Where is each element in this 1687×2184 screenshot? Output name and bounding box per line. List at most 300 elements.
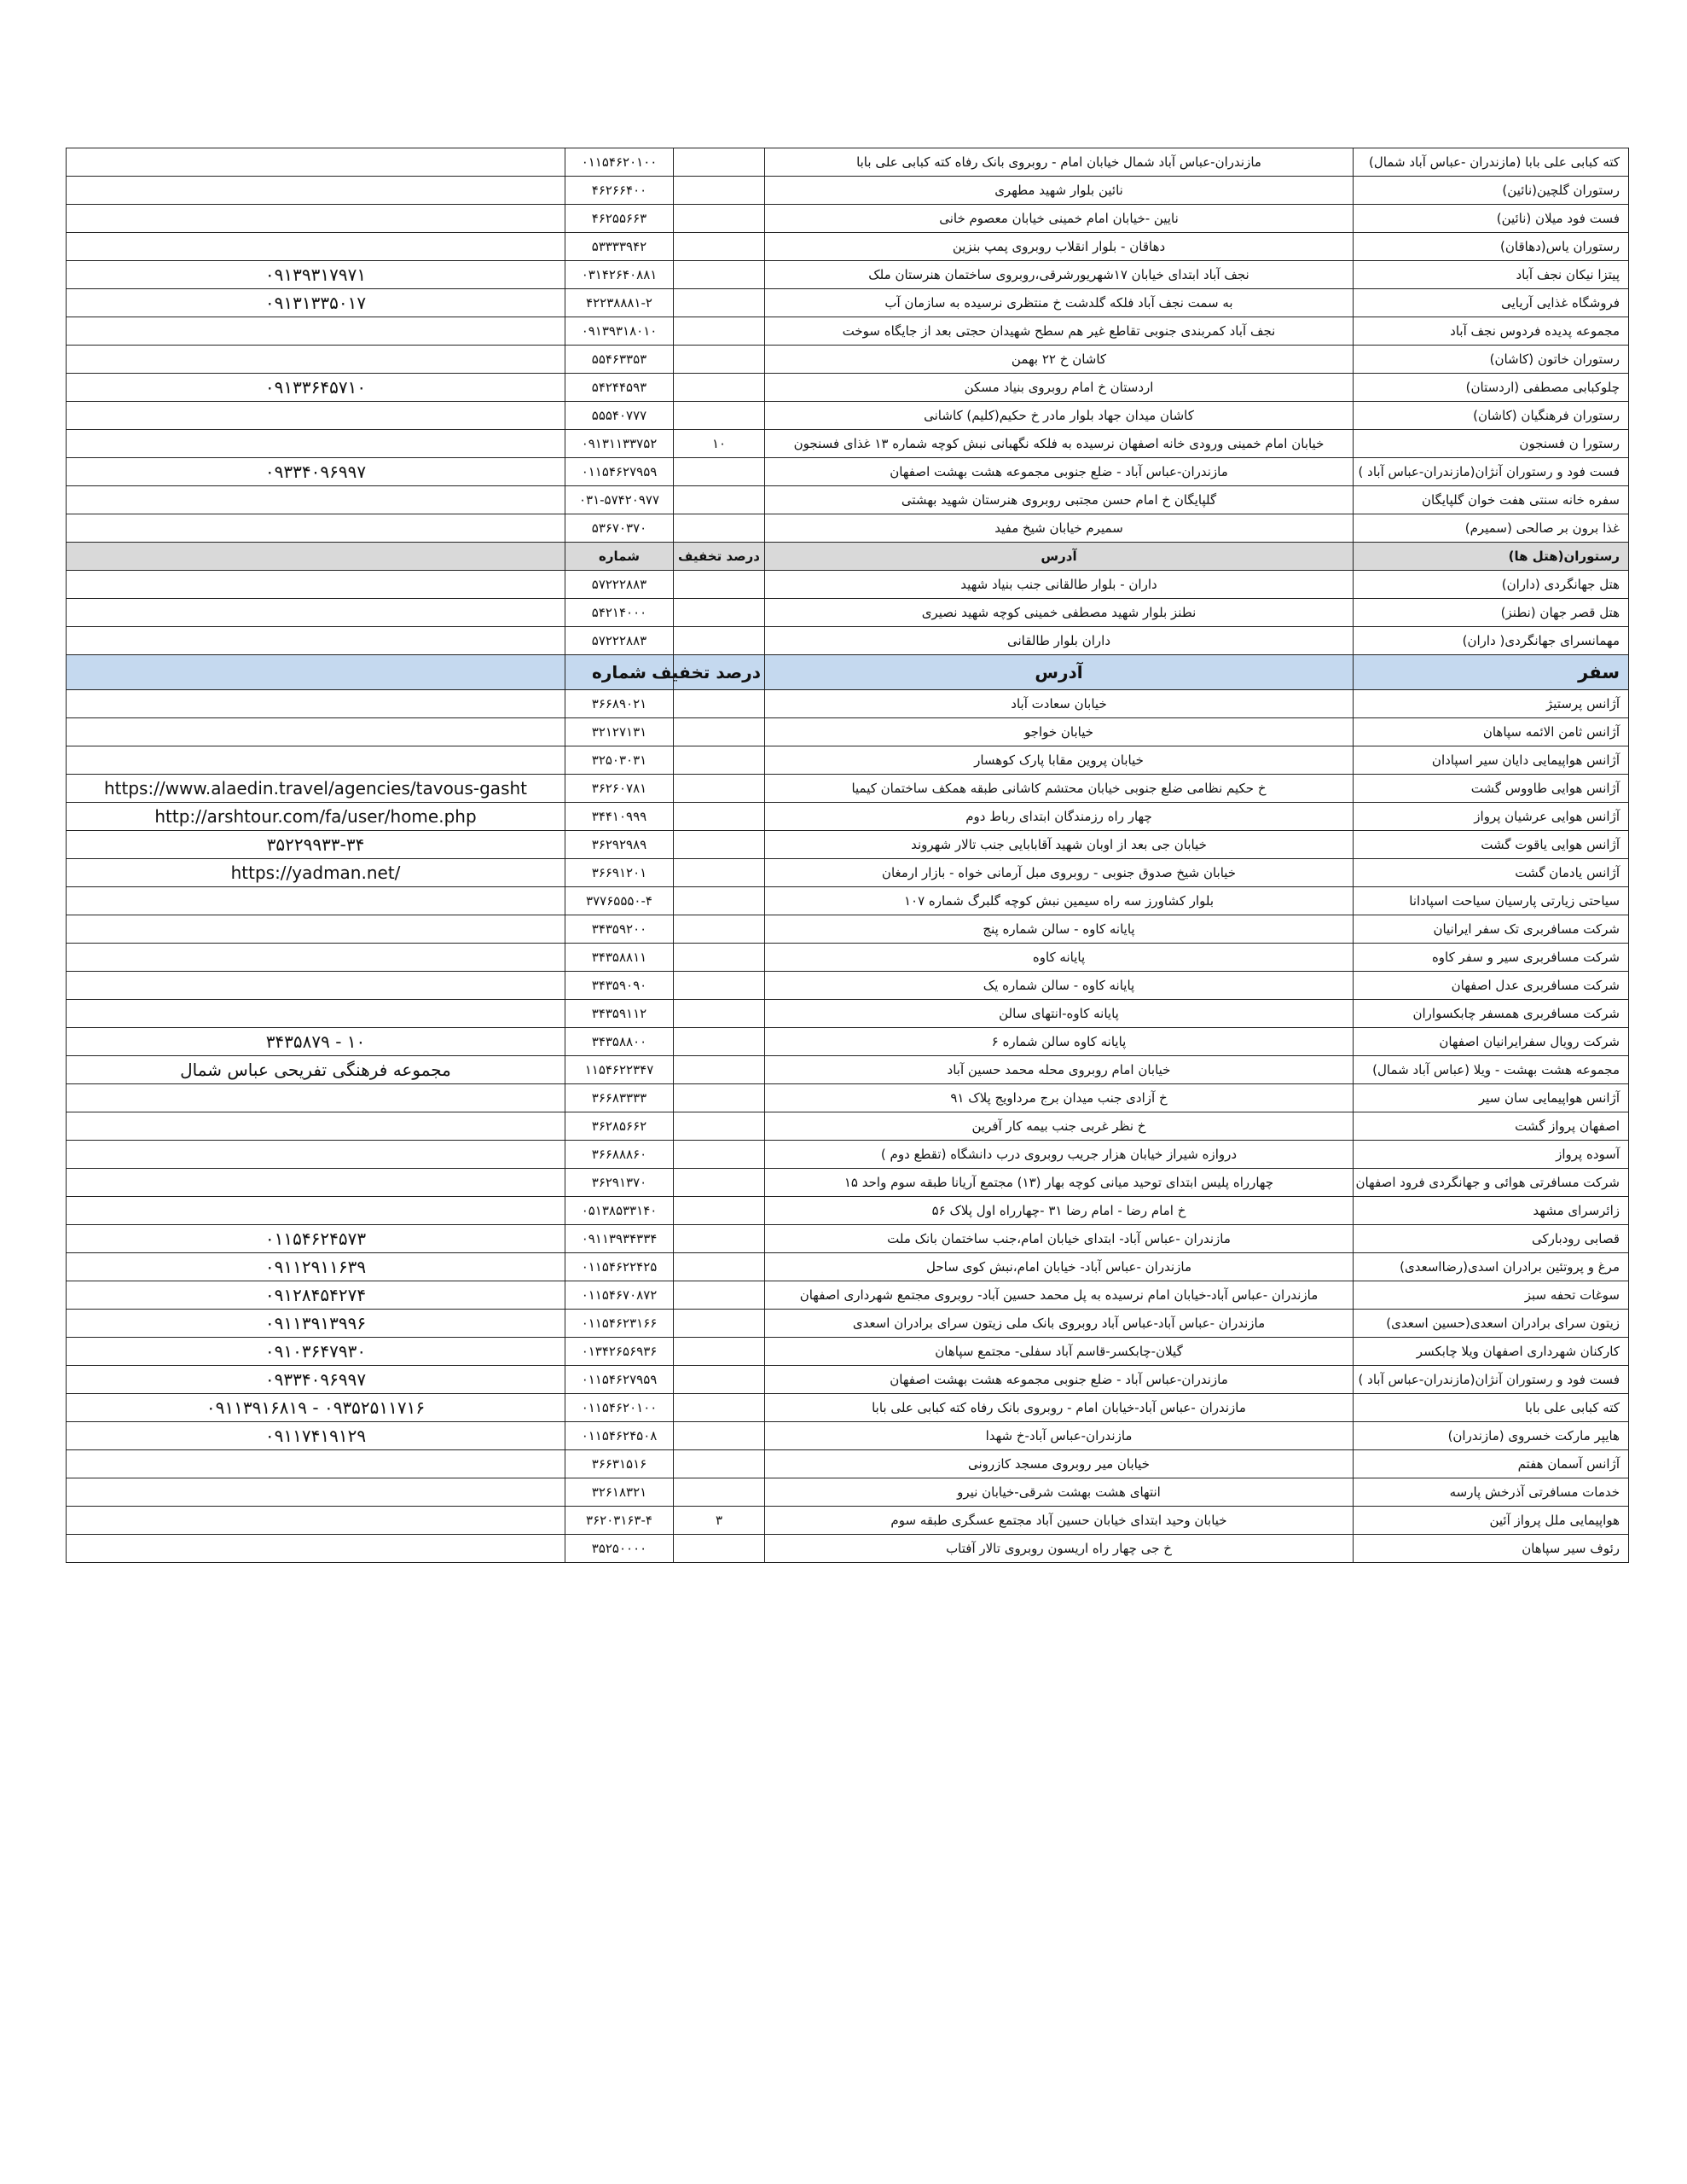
cell-discount: ۳ <box>674 1507 765 1535</box>
cell-address: بلوار کشاورز سه راه سیمین نبش کوچه گلبرگ شماره ۱۰۷ <box>765 887 1354 915</box>
cell-extra: https://www.alaedin.travel/agencies/tavous-gasht <box>67 775 565 803</box>
cell-extra <box>67 514 565 543</box>
cell-address: مازندران-عباس آباد شمال خیابان امام - روبروی بانک رفاه کته کبابی علی بابا <box>765 148 1354 177</box>
directory-table <box>66 148 1629 1563</box>
table-row <box>67 571 1629 599</box>
cell-phone: ۳۴۳۵۸۸۰۰ <box>565 1028 674 1056</box>
table-row <box>67 972 1629 1000</box>
cell-name: مجموعه پدیده فردوس نجف آباد <box>1354 317 1629 346</box>
cell-phone: ۱۱۵۴۶۲۲۳۴۷ <box>565 1056 674 1084</box>
cell-name: مرغ و پروتئین برادران اسدی(رضااسعدی) <box>1354 1253 1629 1281</box>
cell-phone: شماره <box>565 655 674 690</box>
table-row <box>67 887 1629 915</box>
table-row <box>67 233 1629 261</box>
cell-discount <box>674 1028 765 1056</box>
cell-address: نایین -خیابان امام خمینی خیابان معصوم خانی <box>765 205 1354 233</box>
table-body <box>67 148 1629 1563</box>
table-row <box>67 402 1629 430</box>
cell-phone: ۵۵۴۶۳۳۵۳ <box>565 346 674 374</box>
cell-name: آژانس یادمان گشت <box>1354 859 1629 887</box>
table-row <box>67 1056 1629 1084</box>
table-row <box>67 1000 1629 1028</box>
table-row <box>67 775 1629 803</box>
cell-address: داران - بلوار طالقانی جنب بنیاد شهید <box>765 571 1354 599</box>
cell-extra: ۰۹۱۲۸۴۵۴۲۷۴ <box>67 1281 565 1310</box>
cell-extra: ۳۴۳۵۸۷۹ - ۱۰ <box>67 1028 565 1056</box>
cell-extra: ۰۹۱۱۷۴۱۹۱۲۹ <box>67 1422 565 1450</box>
cell-phone: ۰۱۱۵۴۶۲۳۱۶۶ <box>565 1310 674 1338</box>
cell-address: مازندران -عباس آباد-خیابان امام نرسیده به پل محمد حسین آباد- روبروی مجتمع شهرداری اصفهان <box>765 1281 1354 1310</box>
cell-address: مازندران -عباس آباد-عباس آباد روبروی بانک ملی زیتون سرای برادران اسعدی <box>765 1310 1354 1338</box>
cell-address: خ نظر غربی جنب بیمه کار آفرین <box>765 1112 1354 1141</box>
cell-phone: ۰۱۱۵۴۶۲۴۵۰۸ <box>565 1422 674 1450</box>
cell-name: زیتون سرای برادران اسعدی(حسین اسعدی) <box>1354 1310 1629 1338</box>
table-row <box>67 1450 1629 1478</box>
cell-phone: ۰۳۱۴۲۶۴۰۸۸۱ <box>565 261 674 289</box>
cell-phone: ۳۶۲۸۵۶۶۲ <box>565 1112 674 1141</box>
cell-address: مازندران -عباس آباد- خیابان امام،نبش کوی ساحل <box>765 1253 1354 1281</box>
cell-discount <box>674 599 765 627</box>
cell-name: قصابی رودبارکی <box>1354 1225 1629 1253</box>
cell-phone: ۰۱۱۵۴۶۲۰۱۰۰ <box>565 1394 674 1422</box>
cell-extra: ۰۹۱۱۳۹۱۶۸۱۹ - ۰۹۳۵۲۵۱۱۷۱۶ <box>67 1394 565 1422</box>
section-header-travel <box>67 655 1629 690</box>
cell-discount <box>674 1281 765 1310</box>
cell-discount <box>674 1225 765 1253</box>
cell-phone: ۳۴۴۱۰۹۹۹ <box>565 803 674 831</box>
cell-discount <box>674 486 765 514</box>
cell-address: نجف آباد کمربندی جنوبی تقاطع غیر هم سطح شهیدان حجتی بعد از جایگاه سوخت <box>765 317 1354 346</box>
cell-name: آژانس ثامن الائمه سپاهان <box>1354 718 1629 746</box>
cell-name: شرکت مسافربری عدل اصفهان <box>1354 972 1629 1000</box>
cell-extra: ۳۵۲۲۹۹۳۳-۳۴ <box>67 831 565 859</box>
cell-phone: ۵۴۲۴۴۵۹۳ <box>565 374 674 402</box>
cell-discount <box>674 1366 765 1394</box>
cell-address: خیابان خواجو <box>765 718 1354 746</box>
table-row <box>67 261 1629 289</box>
cell-extra: مجموعه فرهنگی تفریحی عباس شمال <box>67 1056 565 1084</box>
table-row <box>67 430 1629 458</box>
table-row <box>67 627 1629 655</box>
table-row <box>67 317 1629 346</box>
cell-discount <box>674 402 765 430</box>
cell-extra <box>67 690 565 718</box>
cell-name: آژانس هواپیمایی دایان سیر اسپادان <box>1354 746 1629 775</box>
cell-address: چهار راه رزمندگان ابتدای رباط دوم <box>765 803 1354 831</box>
cell-phone: ۳۶۲۹۱۳۷۰ <box>565 1169 674 1197</box>
cell-extra <box>67 915 565 944</box>
cell-address: دروازه شیراز خیابان هزار جریب روبروی درب دانشگاه (تقطع دوم ) <box>765 1141 1354 1169</box>
cell-address: چهارراه پلیس ابتدای توحید میانی کوچه بهار (۱۳) مجتمع آریانا طبقه سوم واحد ۱۵ <box>765 1169 1354 1197</box>
cell-address: خیابان شیخ صدوق جنوبی - روبروی مبل آرمانی خواه - بازار ارمغان <box>765 859 1354 887</box>
cell-extra <box>67 1507 565 1535</box>
cell-address: خ آزادی جنب میدان برج مرداویج پلاک ۹۱ <box>765 1084 1354 1112</box>
cell-extra: ۰۹۱۳۱۳۳۵۰۱۷ <box>67 289 565 317</box>
cell-phone: ۳۷۷۶۵۵۵۰-۴ <box>565 887 674 915</box>
cell-name: هایپر مارکت خسروی (مازندران) <box>1354 1422 1629 1450</box>
cell-discount <box>674 775 765 803</box>
cell-phone: ۰۵۱۳۸۵۳۳۱۴۰ <box>565 1197 674 1225</box>
cell-extra <box>67 746 565 775</box>
cell-extra: ۰۱۱۵۴۶۲۴۵۷۳ <box>67 1225 565 1253</box>
table-row <box>67 915 1629 944</box>
cell-phone: ۰۱۱۵۴۶۲۰۱۰۰ <box>565 148 674 177</box>
cell-address: آدرس <box>765 655 1354 690</box>
cell-name: هواپیمایی ملل پرواز آئین <box>1354 1507 1629 1535</box>
cell-name: فروشگاه غذایی آریایی <box>1354 289 1629 317</box>
cell-name: فست فود و رستوران آنژان(مازندران-عباس آباد ) <box>1354 458 1629 486</box>
cell-name: مهمانسرای جهانگردی( داران) <box>1354 627 1629 655</box>
cell-discount <box>674 718 765 746</box>
cell-name: فست فود میلان (نائین) <box>1354 205 1629 233</box>
cell-address: داران بلوار طالقانی <box>765 627 1354 655</box>
cell-name: رستورا ن فسنجون <box>1354 430 1629 458</box>
cell-extra <box>67 627 565 655</box>
table-row <box>67 1507 1629 1535</box>
table-row <box>67 803 1629 831</box>
cell-extra <box>67 1478 565 1507</box>
table-row <box>67 205 1629 233</box>
cell-discount <box>674 1450 765 1478</box>
cell-phone: ۳۲۵۰۳۰۳۱ <box>565 746 674 775</box>
cell-address: مازندران -عباس آباد-خیابان امام - روبروی بانک رفاه کته کبابی علی بابا <box>765 1394 1354 1422</box>
cell-address: خیابان سعادت آباد <box>765 690 1354 718</box>
cell-name: هتل جهانگردی (داران) <box>1354 571 1629 599</box>
cell-address: پایانه کاوه <box>765 944 1354 972</box>
cell-name: رئوف سیر سپاهان <box>1354 1535 1629 1563</box>
cell-discount <box>674 831 765 859</box>
table-row <box>67 374 1629 402</box>
cell-discount <box>674 374 765 402</box>
cell-address: پایانه کاوه سالن شماره ۶ <box>765 1028 1354 1056</box>
cell-extra <box>67 1197 565 1225</box>
cell-discount <box>674 261 765 289</box>
cell-discount <box>674 514 765 543</box>
cell-name: شرکت مسافرتی هوائی و جهانگردی فرود اصفهان <box>1354 1169 1629 1197</box>
cell-extra <box>67 655 565 690</box>
cell-discount <box>674 627 765 655</box>
cell-extra <box>67 205 565 233</box>
cell-phone: ۴۶۲۵۵۶۶۳ <box>565 205 674 233</box>
cell-discount <box>674 1056 765 1084</box>
cell-phone: ۰۱۳۴۲۶۵۶۹۳۶ <box>565 1338 674 1366</box>
cell-name: شرکت مسافربری همسفر چابکسواران <box>1354 1000 1629 1028</box>
table-row <box>67 690 1629 718</box>
cell-discount <box>674 1478 765 1507</box>
cell-extra <box>67 887 565 915</box>
cell-phone: ۳۶۶۸۹۰۲۱ <box>565 690 674 718</box>
cell-extra <box>67 1112 565 1141</box>
cell-discount <box>674 317 765 346</box>
cell-name: پیتزا نیکان نجف آباد <box>1354 261 1629 289</box>
cell-discount <box>674 458 765 486</box>
table-row <box>67 346 1629 374</box>
cell-phone: ۳۲۱۲۷۱۳۱ <box>565 718 674 746</box>
cell-name: رستوران گلچین(نائین) <box>1354 177 1629 205</box>
cell-phone: ۰۱۱۵۴۶۷۰۸۷۲ <box>565 1281 674 1310</box>
cell-address: خیابان امام روبروی محله محمد حسین آباد <box>765 1056 1354 1084</box>
cell-extra: https://yadman.net/ <box>67 859 565 887</box>
table-row <box>67 1253 1629 1281</box>
cell-phone: ۴۶۲۶۶۴۰۰ <box>565 177 674 205</box>
cell-discount <box>674 915 765 944</box>
cell-extra <box>67 944 565 972</box>
cell-phone: ۰۹۱۱۳۹۳۴۳۳۴ <box>565 1225 674 1253</box>
cell-phone: ۰۳۱-۵۷۴۲۰۹۷۷ <box>565 486 674 514</box>
table-row <box>67 599 1629 627</box>
cell-discount <box>674 1197 765 1225</box>
cell-discount <box>674 233 765 261</box>
cell-phone: ۳۴۳۵۹۰۹۰ <box>565 972 674 1000</box>
cell-address: خیابان میر روبروی مسجد کازرونی <box>765 1450 1354 1478</box>
cell-extra: ۰۹۱۳۹۳۱۷۹۷۱ <box>67 261 565 289</box>
cell-discount: ۱۰ <box>674 430 765 458</box>
cell-extra <box>67 346 565 374</box>
cell-name: شرکت رویال سفرایرانیان اصفهان <box>1354 1028 1629 1056</box>
cell-discount <box>674 1253 765 1281</box>
cell-phone: ۰۹۱۳۹۳۱۸۰۱۰ <box>565 317 674 346</box>
cell-address: اردستان خ امام روبروی بنیاد مسکن <box>765 374 1354 402</box>
cell-name: رستوران فرهنگیان (کاشان) <box>1354 402 1629 430</box>
cell-extra <box>67 1084 565 1112</box>
cell-phone: ۳۴۳۵۸۸۱۱ <box>565 944 674 972</box>
cell-extra: http://arshtour.com/fa/user/home.php <box>67 803 565 831</box>
cell-extra <box>67 1000 565 1028</box>
table-row <box>67 1197 1629 1225</box>
cell-discount <box>674 1141 765 1169</box>
table-row <box>67 1028 1629 1056</box>
cell-name: آژانس پرستیژ <box>1354 690 1629 718</box>
cell-discount <box>674 1535 765 1563</box>
table-row <box>67 177 1629 205</box>
cell-name: مجموعه هشت بهشت - ویلا (عباس آباد شمال) <box>1354 1056 1629 1084</box>
cell-phone: ۳۴۳۵۹۲۰۰ <box>565 915 674 944</box>
cell-discount <box>674 887 765 915</box>
cell-name: زائرسرای مشهد <box>1354 1197 1629 1225</box>
cell-address: آدرس <box>765 543 1354 571</box>
cell-extra <box>67 430 565 458</box>
cell-phone: ۳۶۲۹۲۹۸۹ <box>565 831 674 859</box>
cell-phone: ۳۵۲۵۰۰۰۰ <box>565 1535 674 1563</box>
cell-extra <box>67 972 565 1000</box>
cell-discount <box>674 1112 765 1141</box>
table-row <box>67 1084 1629 1112</box>
table-row <box>67 1225 1629 1253</box>
cell-address: پایانه کاوه-انتهای سالن <box>765 1000 1354 1028</box>
cell-phone: ۵۷۲۲۲۸۸۳ <box>565 571 674 599</box>
cell-address: نطنز بلوار شهید مصطفی خمینی کوچه شهید نصیری <box>765 599 1354 627</box>
table-row <box>67 1366 1629 1394</box>
cell-discount: درصد تخفیف <box>674 543 765 571</box>
table-row <box>67 831 1629 859</box>
cell-discount <box>674 1310 765 1338</box>
cell-address: کاشان میدان جهاد بلوار مادر خ حکیم(کلیم) کاشانی <box>765 402 1354 430</box>
cell-extra <box>67 599 565 627</box>
cell-name: آسوده پرواز <box>1354 1141 1629 1169</box>
cell-phone: ۳۶۶۹۱۲۰۱ <box>565 859 674 887</box>
cell-name: فست فود و رستوران آنژان(مازندران-عباس آباد ) <box>1354 1366 1629 1394</box>
cell-address: به سمت نجف آباد فلکه گلدشت خ منتظری نرسیده به سازمان آب <box>765 289 1354 317</box>
cell-name: هتل قصر جهان (نطنز) <box>1354 599 1629 627</box>
cell-extra: ۰۹۱۳۳۶۴۵۷۱۰ <box>67 374 565 402</box>
cell-address: کاشان خ ۲۲ بهمن <box>765 346 1354 374</box>
table-row <box>67 1169 1629 1197</box>
cell-address: دهاقان - بلوار انقلاب روبروی پمپ بنزین <box>765 233 1354 261</box>
cell-extra <box>67 486 565 514</box>
cell-address: مازندران-عباس آباد - ضلع جنوبی مجموعه هشت بهشت اصفهان <box>765 458 1354 486</box>
cell-extra <box>67 1450 565 1478</box>
cell-name: خدمات مسافرتی آذرخش پارسه <box>1354 1478 1629 1507</box>
cell-address: انتهای هشت بهشت شرقی-خیابان نیرو <box>765 1478 1354 1507</box>
cell-phone: ۰۱۱۵۴۶۲۷۹۵۹ <box>565 458 674 486</box>
cell-name: سفره خانه سنتی هفت خوان گلپایگان <box>1354 486 1629 514</box>
cell-name: سیاحتی زیارتی پارسیان سیاحت اسپادانا <box>1354 887 1629 915</box>
cell-phone: ۵۳۶۷۰۳۷۰ <box>565 514 674 543</box>
cell-address: نائین بلوار شهید مطهری <box>765 177 1354 205</box>
cell-discount <box>674 944 765 972</box>
cell-extra <box>67 402 565 430</box>
cell-address: خیابان جی بعد از اوبان شهید آقابابایی جنب تالار شهروند <box>765 831 1354 859</box>
cell-extra: ۰۹۱۱۳۹۱۳۹۹۶ <box>67 1310 565 1338</box>
cell-discount <box>674 289 765 317</box>
cell-phone: ۰۱۱۵۴۶۲۷۹۵۹ <box>565 1366 674 1394</box>
cell-address: مازندران-عباس آباد-خ شهدا <box>765 1422 1354 1450</box>
cell-address: مازندران-عباس آباد - ضلع جنوبی مجموعه هشت بهشت اصفهان <box>765 1366 1354 1394</box>
cell-discount <box>674 746 765 775</box>
cell-phone: ۳۶۶۸۳۳۳۳ <box>565 1084 674 1112</box>
table-row <box>67 148 1629 177</box>
cell-extra <box>67 1535 565 1563</box>
table-row <box>67 1394 1629 1422</box>
table-row <box>67 718 1629 746</box>
cell-name: اصفهان پرواز گشت <box>1354 1112 1629 1141</box>
cell-phone: ۵۵۵۴۰۷۷۷ <box>565 402 674 430</box>
cell-name: شرکت مسافربری سیر و سفر کاوه <box>1354 944 1629 972</box>
cell-name: آژانس هوایی طاووس گشت <box>1354 775 1629 803</box>
cell-extra: ۰۹۳۳۴۰۹۶۹۹۷ <box>67 458 565 486</box>
cell-name: سوغات تحفه سبز <box>1354 1281 1629 1310</box>
section-header-hotels <box>67 543 1629 571</box>
cell-name: کته کبابی علی بابا <box>1354 1394 1629 1422</box>
cell-extra <box>67 571 565 599</box>
listing-sheet <box>66 148 1628 1563</box>
cell-name: شرکت مسافربری تک سفر ایرانیان <box>1354 915 1629 944</box>
cell-name: رستوران(هتل ها) <box>1354 543 1629 571</box>
cell-extra <box>67 543 565 571</box>
table-row <box>67 1112 1629 1141</box>
cell-discount <box>674 690 765 718</box>
cell-address: پایانه کاوه - سالن شماره پنج <box>765 915 1354 944</box>
cell-discount <box>674 346 765 374</box>
cell-discount <box>674 177 765 205</box>
cell-phone: ۳۶۶۸۸۸۶۰ <box>565 1141 674 1169</box>
cell-phone: ۵۳۳۳۳۹۴۲ <box>565 233 674 261</box>
cell-address: نجف آباد ابتدای خیابان ۱۷شهریورشرقی،روبروی ساختمان هنرستان ملک <box>765 261 1354 289</box>
cell-discount <box>674 1422 765 1450</box>
cell-address: سمیرم خیابان شیخ مفید <box>765 514 1354 543</box>
cell-name: چلوکبابی مصطفی (اردستان) <box>1354 374 1629 402</box>
cell-name: کارکنان شهرداری اصفهان ویلا چابکسر <box>1354 1338 1629 1366</box>
cell-discount <box>674 803 765 831</box>
cell-extra: ۰۹۱۱۲۹۱۱۶۳۹ <box>67 1253 565 1281</box>
cell-address: گلپایگان خ امام حسن مجتبی روبروی هنرستان شهید بهشتی <box>765 486 1354 514</box>
cell-discount: درصد تخفیف <box>674 655 765 690</box>
cell-phone: ۴۲۲۳۸۸۸۱-۲ <box>565 289 674 317</box>
cell-address: مازندران -عباس آباد- ابتدای خیابان امام،جنب ساختمان بانک ملت <box>765 1225 1354 1253</box>
cell-phone: شماره <box>565 543 674 571</box>
cell-name: آژانس هوایی یاقوت گشت <box>1354 831 1629 859</box>
table-row <box>67 1141 1629 1169</box>
table-row <box>67 944 1629 972</box>
table-row <box>67 486 1629 514</box>
cell-discount <box>674 205 765 233</box>
cell-address: گیلان-چابکسر-قاسم آباد سفلی- مجتمع سپاهان <box>765 1338 1354 1366</box>
cell-name: رستوران یاس(دهاقان) <box>1354 233 1629 261</box>
cell-phone: ۰۹۱۳۱۱۳۳۷۵۲ <box>565 430 674 458</box>
cell-phone: ۵۴۲۱۴۰۰۰ <box>565 599 674 627</box>
cell-discount <box>674 1338 765 1366</box>
cell-discount <box>674 1169 765 1197</box>
cell-extra <box>67 718 565 746</box>
table-row <box>67 859 1629 887</box>
cell-address: خیابان امام خمینی ورودی خانه اصفهان نرسیده به فلکه نگهبانی نبش کوچه شماره ۱۳ غذای فسنجون <box>765 430 1354 458</box>
cell-name: رستوران خاتون (کاشان) <box>1354 346 1629 374</box>
cell-address: پایانه کاوه - سالن شماره یک <box>765 972 1354 1000</box>
table-row <box>67 1478 1629 1507</box>
cell-extra <box>67 317 565 346</box>
cell-phone: ۳۴۳۵۹۱۱۲ <box>565 1000 674 1028</box>
cell-extra <box>67 177 565 205</box>
table-row <box>67 1422 1629 1450</box>
cell-discount <box>674 859 765 887</box>
cell-discount <box>674 1084 765 1112</box>
cell-extra: ۰۹۳۳۴۰۹۶۹۹۷ <box>67 1366 565 1394</box>
cell-address: خ امام رضا - امام رضا ۳۱ -چهارراه اول پلاک ۵۶ <box>765 1197 1354 1225</box>
cell-name: آژانس هوایی عرشیان پرواز <box>1354 803 1629 831</box>
cell-discount <box>674 1000 765 1028</box>
cell-address: خیابان پروین مقابا پارک کوهسار <box>765 746 1354 775</box>
cell-name: آژانس هواپیمایی سان سیر <box>1354 1084 1629 1112</box>
cell-extra <box>67 1169 565 1197</box>
cell-discount <box>674 571 765 599</box>
cell-phone: ۳۶۲۶۰۷۸۱ <box>565 775 674 803</box>
cell-address: خ حکیم نظامی ضلع جنوبی خیابان محتشم کاشانی طبقه همکف ساختمان کیمیا <box>765 775 1354 803</box>
cell-address: خ جی چهار راه اریسون روبروی تالار آفتاب <box>765 1535 1354 1563</box>
table-row <box>67 289 1629 317</box>
table-row <box>67 458 1629 486</box>
cell-phone: ۵۷۲۲۲۸۸۳ <box>565 627 674 655</box>
cell-discount <box>674 972 765 1000</box>
cell-extra <box>67 233 565 261</box>
cell-extra <box>67 148 565 177</box>
cell-phone: ۳۶۶۳۱۵۱۶ <box>565 1450 674 1478</box>
cell-address: خیابان وحید ابتدای خیابان حسین آباد مجتمع عسگری طبقه سوم <box>765 1507 1354 1535</box>
cell-name: غذا برون بر صالحی (سمیرم) <box>1354 514 1629 543</box>
cell-name: سفر <box>1354 655 1629 690</box>
table-row <box>67 514 1629 543</box>
cell-discount <box>674 148 765 177</box>
cell-extra <box>67 1141 565 1169</box>
table-row <box>67 746 1629 775</box>
table-row <box>67 1338 1629 1366</box>
table-row <box>67 1310 1629 1338</box>
cell-phone: ۳۲۶۱۸۳۲۱ <box>565 1478 674 1507</box>
table-row <box>67 1281 1629 1310</box>
table-row <box>67 1535 1629 1563</box>
cell-extra: ۰۹۱۰۳۶۴۷۹۳۰ <box>67 1338 565 1366</box>
cell-name: آژانس آسمان هفتم <box>1354 1450 1629 1478</box>
cell-discount <box>674 1394 765 1422</box>
